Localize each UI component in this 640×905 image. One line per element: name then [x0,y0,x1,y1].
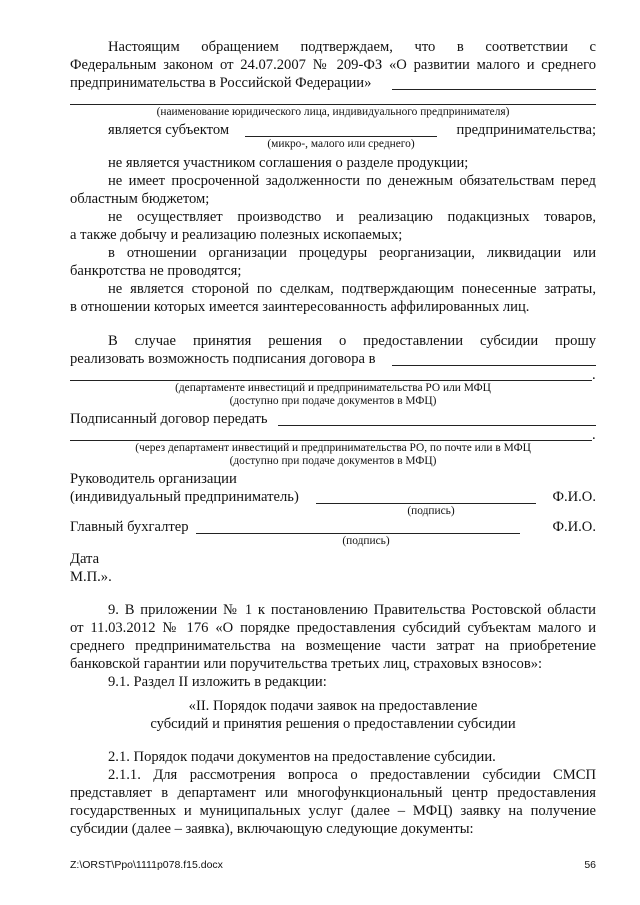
transfer-label: Подписанный договор передать [70,411,268,427]
section-title-line-2: субсидий и принятия решения о предоставлении субсидии [150,716,516,732]
head-signature-blank [316,503,536,504]
hint-contract-place-2: (доступно при подаче документов в МФЦ) [229,395,437,407]
accountant-fio: Ф.И.О. [552,519,596,535]
head-sign-hint: (подпись) [407,505,455,517]
contract-line-1: В случае принятия решения о предоставлении субсидии прошу [108,333,596,349]
contract-place-blank-2 [70,380,592,381]
accountant-signature-blank [196,533,520,534]
transfer-blank-2 [70,440,592,441]
declaration-line-1: Настоящим обращением подтверждаем, что в соответствии с [108,39,596,55]
p21-line: 2.1. Порядок подачи документов на предоставление субсидии. [108,749,496,765]
contract-end-mark: . [592,367,596,383]
accountant-sign-hint: (подпись) [342,535,390,547]
head-label-line-1: Руководитель организации [70,471,237,487]
transfer-end-mark: . [592,427,596,443]
p9-line-1: 9. В приложении № 1 к постановлению Правительства Ростовской области [108,602,596,618]
subject-prefix: является субъектом [108,122,230,138]
entity-name-blank-2 [70,104,596,105]
p211-line-2: представляет в департамент или многофункциональный центр предоставления [70,785,596,801]
footer-file-path: Z:\ORST\Ppo\1111p078.f15.docx [70,859,223,871]
hint-transfer-way-1: (через департамент инвестиций и предпринимательства РО, по почте или в МФЦ [135,442,531,454]
item-not-participant: не является участником соглашения о разделе продукции; [108,155,469,171]
hint-enterprise-size: (микро-, малого или среднего) [267,138,415,150]
footer-page-number: 56 [584,859,596,871]
item-party-line-1: не является стороной по сделкам, подтверждающим понесенные затраты, [108,281,596,297]
p9-line-2: от 11.03.2012 № 176 «О порядке предоставления субсидий субъектам малого и [70,620,596,636]
contract-place-blank-1 [392,365,596,366]
item-no-debt-line-2: областным бюджетом; [70,191,210,207]
subject-size-blank [245,136,437,137]
head-label-line-2: (индивидуальный предприниматель) [70,489,299,505]
p9-line-4: банковской гарантии или поручительства третьих лиц, страховых взносов»: [70,656,543,672]
transfer-blank-1 [278,425,596,426]
hint-transfer-way-2: (доступно при подаче документов в МФЦ) [229,455,437,467]
stamp-label: М.П.». [70,569,112,585]
hint-entity-name: (наименование юридического лица, индивидуального предпринимателя) [156,106,510,118]
item-party-line-2: в отношении которых имеется заинтересованность аффилированных лиц. [70,299,530,315]
section-title-line-1: «II. Порядок подачи заявок на предоставление [188,698,478,714]
item-no-debt-line-1: не имеет просроченной задолженности по денежным обязательствам перед [108,173,596,189]
head-fio: Ф.И.О. [552,489,596,505]
p211-line-1: 2.1.1. Для рассмотрения вопроса о предоставлении субсидии СМСП [108,767,596,783]
hint-contract-place-1: (департаменте инвестиций и предпринимательства РО или МФЦ [175,382,491,394]
item-reorg-line-2: банкротства не проводятся; [70,263,242,279]
subject-suffix: предпринимательства; [456,122,596,138]
declaration-line-2: Федеральным законом от 24.07.2007 № 209-ФЗ «О развитии малого и среднего [70,57,596,73]
p211-line-3: государственных и муниципальных услуг (далее – МФЦ) заявку на получение [70,803,596,819]
p91-line: 9.1. Раздел II изложить в редакции: [108,674,327,690]
entity-name-blank-1 [392,89,596,90]
contract-line-2: реализовать возможность подписания договора в [70,351,376,367]
declaration-line-3: предпринимательства в Российской Федерации» [70,75,372,91]
accountant-label: Главный бухгалтер [70,519,189,535]
item-excise-line-2: а также добычу и реализацию полезных ископаемых; [70,227,403,243]
p211-line-4: субсидии (далее – заявка), включающую следующие документы: [70,821,474,837]
p9-line-3: среднего предпринимательства на возмещение части затрат на приобретение [70,638,596,654]
item-reorg-line-1: в отношении организации процедуры реорганизации, ликвидации или [108,245,596,261]
item-excise-line-1: не осуществляет производство и реализацию подакцизных товаров, [108,209,596,225]
date-label: Дата [70,551,100,567]
